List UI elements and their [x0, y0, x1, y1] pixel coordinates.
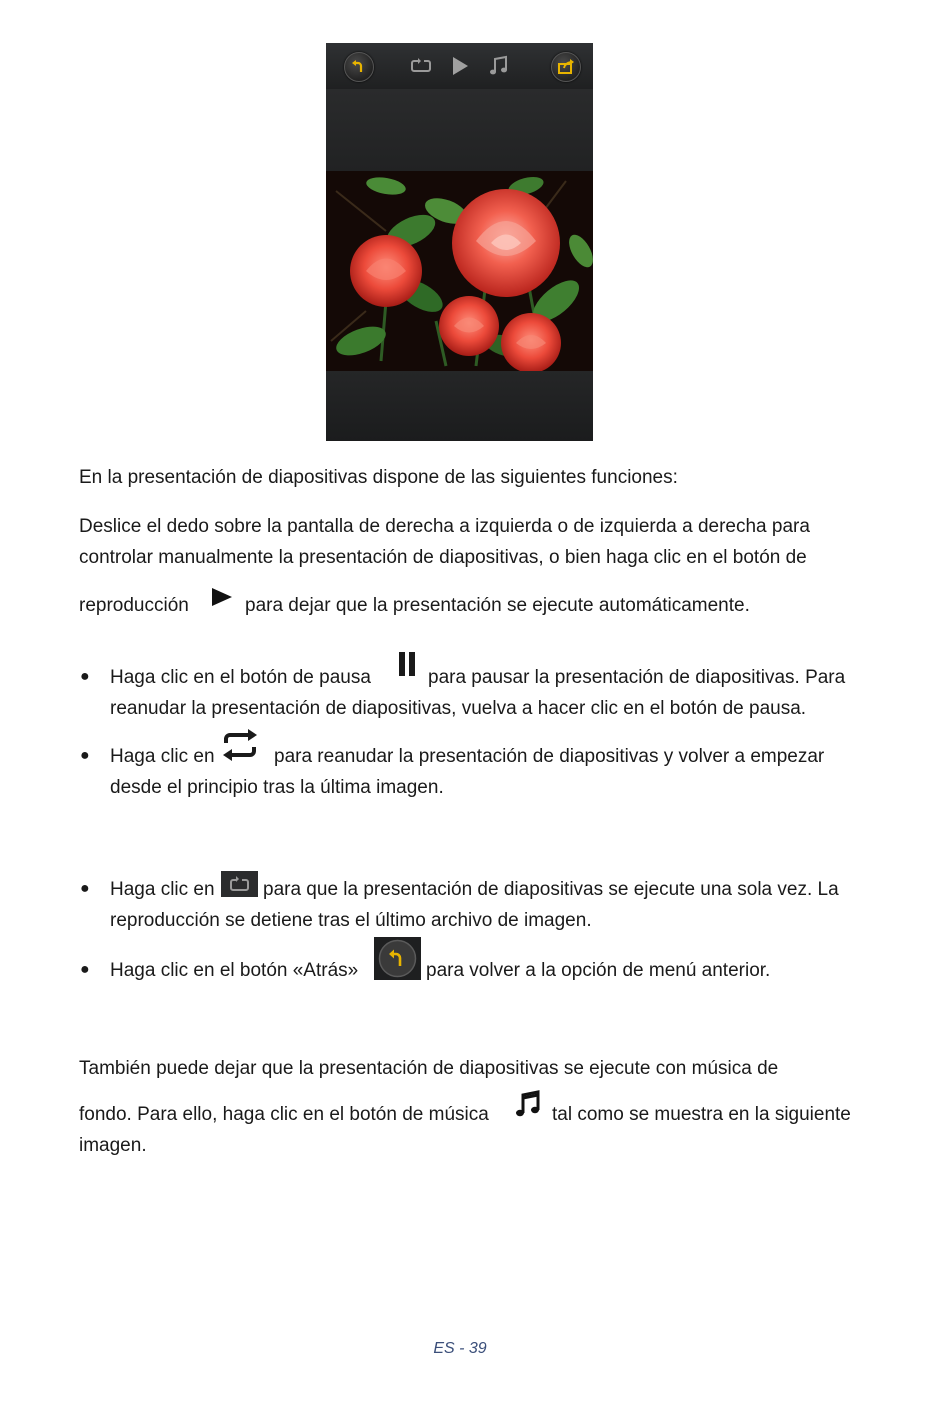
- pause-icon: [396, 650, 418, 680]
- para2-line2b: tal como se muestra en la siguiente: [552, 1104, 851, 1125]
- share-button[interactable]: [551, 52, 581, 82]
- music-note-icon[interactable]: [488, 55, 510, 77]
- repeat-line1a: Haga clic en: [110, 746, 215, 767]
- para2-line3: imagen.: [79, 1135, 147, 1156]
- page-number: ES - 39: [433, 1340, 487, 1357]
- once-line1a: Haga clic en: [110, 879, 215, 900]
- back-icon: [374, 937, 421, 980]
- back-button[interactable]: [344, 52, 374, 82]
- back-icon: [345, 53, 373, 81]
- slideshow-screenshot: [326, 43, 593, 441]
- repeat-line1b: para reanudar la presentación de diapositivas y volver a empezar: [274, 746, 825, 767]
- bullet-dot: ●: [80, 961, 90, 978]
- once-line2: reproducción se detiene tras el último archivo de imagen.: [110, 910, 592, 931]
- slideshow-photo: [326, 171, 593, 371]
- pause-line2: reanudar la presentación de diapositivas, vuelva a hacer clic en el botón de pausa.: [110, 698, 807, 719]
- bullet-dot: ●: [80, 668, 90, 685]
- once-line1b: para que la presentación de diapositivas se ejecute una sola vez. La: [263, 879, 839, 900]
- repeat-line2: desde el principio tras la última imagen.: [110, 777, 444, 798]
- para2-line2a: fondo. Para ello, haga clic en el botón de música: [79, 1104, 489, 1125]
- para1-line1: Deslice el dedo sobre la pantalla de derecha a izquierda o de izquierda a derecha para: [79, 516, 810, 537]
- bullet-dot: ●: [80, 880, 90, 897]
- repeat-once-icon[interactable]: [410, 55, 432, 75]
- pause-line1b: para pausar la presentación de diapositivas. Para: [428, 667, 846, 688]
- intro-text: En la presentación de diapositivas dispone de las siguientes funciones:: [79, 467, 678, 488]
- music-note-icon: [514, 1090, 542, 1120]
- para1-line3b: para dejar que la presentación se ejecute automáticamente.: [245, 595, 750, 616]
- para1-line2: controlar manualmente la presentación de diapositivas, o bien haga clic en el botón de: [79, 547, 807, 568]
- play-icon[interactable]: [450, 55, 470, 77]
- back-line1a: Haga clic en el botón «Atrás»: [110, 960, 359, 981]
- play-icon: [210, 586, 234, 608]
- roses-image: [326, 171, 593, 371]
- repeat-once-icon: [221, 871, 258, 897]
- para2-line1: También puede dejar que la presentación de diapositivas se ejecute con música de: [79, 1058, 779, 1079]
- back-line1b: para volver a la opción de menú anterior.: [426, 960, 771, 981]
- slideshow-bottom-bar: [326, 371, 593, 441]
- share-icon: [552, 53, 580, 81]
- bullet-dot: ●: [80, 747, 90, 764]
- toolbar-shadow-band: [326, 89, 593, 171]
- repeat-icon: [220, 728, 260, 762]
- para1-line3a: reproducción: [79, 595, 189, 616]
- slideshow-toolbar: [326, 43, 593, 89]
- pause-line1a: Haga clic en el botón de pausa: [110, 667, 371, 688]
